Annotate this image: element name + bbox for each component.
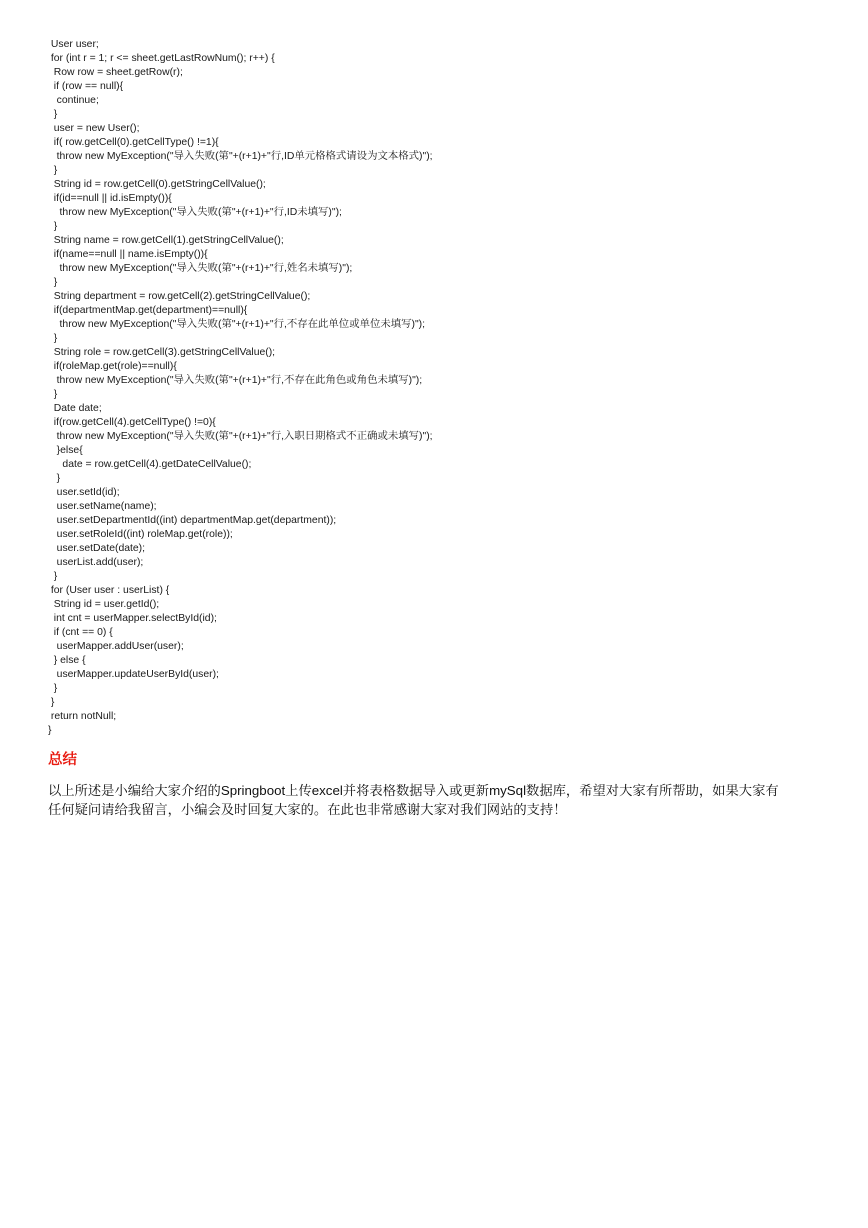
code-line: } bbox=[48, 697, 55, 708]
code-line: userList.add(user); bbox=[48, 557, 144, 568]
code-line: throw new MyException("导入失败(第"+(r+1)+"行,不存在此角色或角色未填写)"); bbox=[48, 375, 423, 386]
summary-heading: 总结 bbox=[48, 752, 77, 768]
summary-line-2: 任何疑问请给我留言，小编会及时回复大家的。在此也非常感谢大家对我们网站的支持！ bbox=[48, 802, 567, 817]
code-line: continue; bbox=[48, 95, 99, 106]
code-line: } else { bbox=[48, 655, 86, 666]
code-line: String department = row.getCell(2).getStringCellValue(); bbox=[48, 291, 311, 302]
code-line: String id = user.getId(); bbox=[48, 599, 160, 610]
code-line: } bbox=[48, 571, 58, 582]
code-line: User user; bbox=[48, 39, 99, 50]
code-line: user.setRoleId((int) roleMap.get(role)); bbox=[48, 529, 233, 540]
code-line: if (row == null){ bbox=[48, 81, 124, 92]
code-line: String name = row.getCell(1).getStringCellValue(); bbox=[48, 235, 284, 246]
code-line: user = new User(); bbox=[48, 123, 140, 134]
code-line: user.setDate(date); bbox=[48, 543, 146, 554]
code-line: } bbox=[48, 473, 61, 484]
code-line: throw new MyException("导入失败(第"+(r+1)+"行,入职日期格式不正确或未填写)"); bbox=[48, 431, 433, 442]
code-line: return notNull; bbox=[48, 711, 117, 722]
code-line: String id = row.getCell(0).getStringCellValue(); bbox=[48, 179, 266, 190]
code-line: throw new MyException("导入失败(第"+(r+1)+"行,ID单元格格式请设为文本格式)"); bbox=[48, 151, 433, 162]
code-line: for (int r = 1; r <= sheet.getLastRowNum(); r++) { bbox=[48, 53, 275, 64]
code-line: throw new MyException("导入失败(第"+(r+1)+"行,不存在此单位或单位未填写)"); bbox=[48, 319, 426, 330]
code-line: }else{ bbox=[48, 445, 83, 456]
code-line: if(departmentMap.get(department)==null){ bbox=[48, 305, 248, 316]
code-line: } bbox=[48, 109, 58, 120]
code-line: Date date; bbox=[48, 403, 102, 414]
code-line: } bbox=[48, 333, 58, 344]
code-line: userMapper.updateUserById(user); bbox=[48, 669, 219, 680]
code-line: } bbox=[48, 277, 58, 288]
code-line: } bbox=[48, 389, 58, 400]
code-line: if (cnt == 0) { bbox=[48, 627, 113, 638]
code-line: if(name==null || name.isEmpty()){ bbox=[48, 249, 208, 260]
code-block bbox=[48, 38, 848, 738]
summary-line-1: 以上所述是小编给大家介绍的Springboot上传excel并将表格数据导入或更新mySql数据库，希望对大家有所帮助，如果大家有 bbox=[48, 783, 779, 798]
code-line: date = row.getCell(4).getDateCellValue(); bbox=[48, 459, 252, 470]
code-line: if( row.getCell(0).getCellType() !=1){ bbox=[48, 137, 219, 148]
code-line: user.setName(name); bbox=[48, 501, 157, 512]
code-line: if(roleMap.get(role)==null){ bbox=[48, 361, 177, 372]
code-line: user.setId(id); bbox=[48, 487, 120, 498]
code-line: user.setDepartmentId((int) departmentMap.get(department)); bbox=[48, 515, 337, 526]
code-line: } bbox=[48, 683, 58, 694]
summary-paragraph bbox=[48, 781, 824, 819]
code-line: } bbox=[48, 221, 58, 232]
code-line: int cnt = userMapper.selectById(id); bbox=[48, 613, 217, 624]
code-line: userMapper.addUser(user); bbox=[48, 641, 184, 652]
code-line: if(id==null || id.isEmpty()){ bbox=[48, 193, 172, 204]
code-line: for (User user : userList) { bbox=[48, 585, 170, 596]
code-line: } bbox=[48, 725, 52, 736]
code-line: } bbox=[48, 165, 58, 176]
code-line: throw new MyException("导入失败(第"+(r+1)+"行,ID未填写)"); bbox=[48, 207, 342, 218]
code-line: Row row = sheet.getRow(r); bbox=[48, 67, 183, 78]
code-line: throw new MyException("导入失败(第"+(r+1)+"行,姓名未填写)"); bbox=[48, 263, 353, 274]
code-line: if(row.getCell(4).getCellType() !=0){ bbox=[48, 417, 216, 428]
code-line: String role = row.getCell(3).getStringCellValue(); bbox=[48, 347, 276, 358]
